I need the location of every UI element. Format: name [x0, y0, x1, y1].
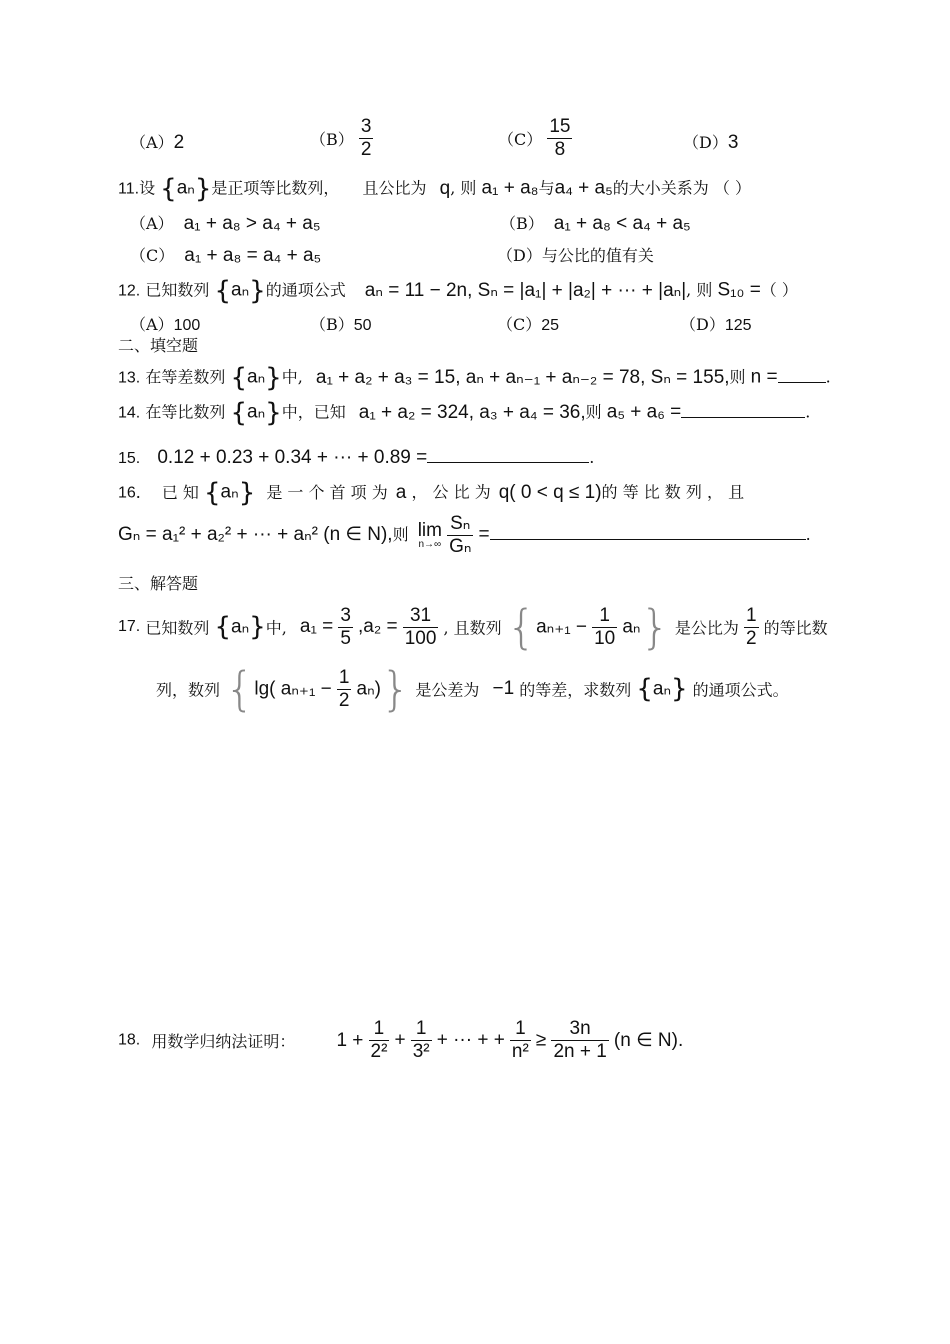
answer-blank[interactable]: [681, 403, 805, 418]
q11-option-a: （A） a₁ + a₈ > a₄ + a₅: [130, 213, 321, 234]
fraction: $\frac{1}{10}$: [594, 604, 616, 649]
fraction: $\frac{31}{100}$: [404, 604, 437, 649]
answer-blank[interactable]: [490, 525, 806, 540]
q17-stem-cont: 列，数列 {lg( aₙ₊₁ − $\frac{1}{2}$ aₙ)} 是公差为 −1 的等差，求数列 {aₙ} 的通项公式。: [156, 662, 789, 716]
q16-stem: 16． 已 知 {aₙ} 是 一 个 首 项 为 a ， 公 比 为 q( 0 < q ≤ 1)的 等 比 数 列 ， 且: [118, 478, 745, 508]
q12-option-d: （D）125: [680, 315, 752, 334]
q10-option-b: （B） $\frac{3}{2}$: [310, 116, 372, 160]
q12-option-b: （B）50: [310, 315, 372, 334]
q11-option-d: （D）与公比的值有关: [497, 246, 654, 265]
q12-option-a: （A）100: [130, 315, 201, 334]
q11-option-c: （C） a₁ + a₈ = a₄ + a₅: [130, 245, 322, 266]
q10-option-d: （D）3: [683, 132, 739, 153]
q17-stem: 17. 已知数列 {aₙ}中, a₁ = $\frac{3}{5}$ ,a₂ = $\frac{31}{100}$ , 且数列 {aₙ₊₁ − $\frac{1}{10}$ aₙ} 是公比为 $\frac{1}{2}$ 的等比数: [118, 600, 828, 654]
answer-blank[interactable]: [778, 368, 826, 383]
q10-option-c: （C） $\frac{15}{8}$: [498, 116, 571, 160]
q11-stem: 11.设 {aₙ}是正项等比数列， 且公比为 q, 则 a₁ + a₈与a₄ + a₅的大小关系为 （ ）: [118, 174, 751, 204]
q12-stem: 12. 已知数列 {aₙ}的通项公式 aₙ = 11 − 2n, Sₙ = |a₁| + |a₂| + ··· + |aₙ|, 则 S₁₀ =（ ）: [118, 276, 798, 306]
q11-option-b: （B） a₁ + a₈ < a₄ + a₅: [500, 213, 691, 234]
q18-stem: 18. 用数学归纳法证明： 1 + $\frac{1}{\text{2²}}$ + $\frac{1}{\text{3²}}$ + ··· + + $\frac{1}{\text{n²}}$ ≥ $\frac{3n}{2n + 1}$ (n ∈ N).: [118, 1018, 684, 1062]
fraction: $\frac{3}{2}$: [360, 116, 372, 160]
fraction: $\frac{3n}{2n + 1}$: [553, 1018, 607, 1062]
fraction: $\frac{3}{5}$: [340, 604, 351, 649]
q13-stem: 13. 在等差数列 {aₙ}中, a₁ + a₂ + a₃ = 15, aₙ + aₙ₋₁ + aₙ₋₂ = 78, Sₙ = 155,则 n = .: [118, 363, 831, 393]
q10-option-a: （A）2: [130, 132, 185, 153]
q14-stem: 14. 在等比数列 {aₙ}中，已知 a₁ + a₂ = 324, a₃ + a₄ = 36,则 a₅ + a₆ = .: [118, 398, 811, 428]
fraction: $\frac{\text{Sₙ}}{\text{Gₙ}}$: [449, 513, 472, 557]
q16-limit: Gₙ = a₁² + a₂² + ··· + aₙ² (n ∈ N),则 lim n→∞ $\frac{\text{Sₙ}}{\text{Gₙ}}$ = .: [118, 513, 811, 557]
section-heading-answer: 三、解答题: [118, 574, 199, 593]
q12-option-c: （C）25: [497, 315, 560, 334]
q15-stem: 15. 0.12 + 0.23 + 0.34 + ··· + 0.89 = .: [118, 447, 595, 468]
section-heading-fill-blank: 二、填空题: [118, 336, 199, 355]
fraction: $\frac{1}{\text{3²}}$: [412, 1018, 430, 1062]
fraction: $\frac{15}{8}$: [549, 116, 571, 160]
answer-blank[interactable]: [427, 448, 589, 463]
fraction: $\frac{1}{\text{2²}}$: [370, 1018, 388, 1062]
fraction: $\frac{1}{2}$: [745, 604, 757, 649]
fraction: $\frac{1}{2}$: [338, 666, 350, 711]
fraction: $\frac{1}{\text{n²}}$: [511, 1018, 529, 1062]
